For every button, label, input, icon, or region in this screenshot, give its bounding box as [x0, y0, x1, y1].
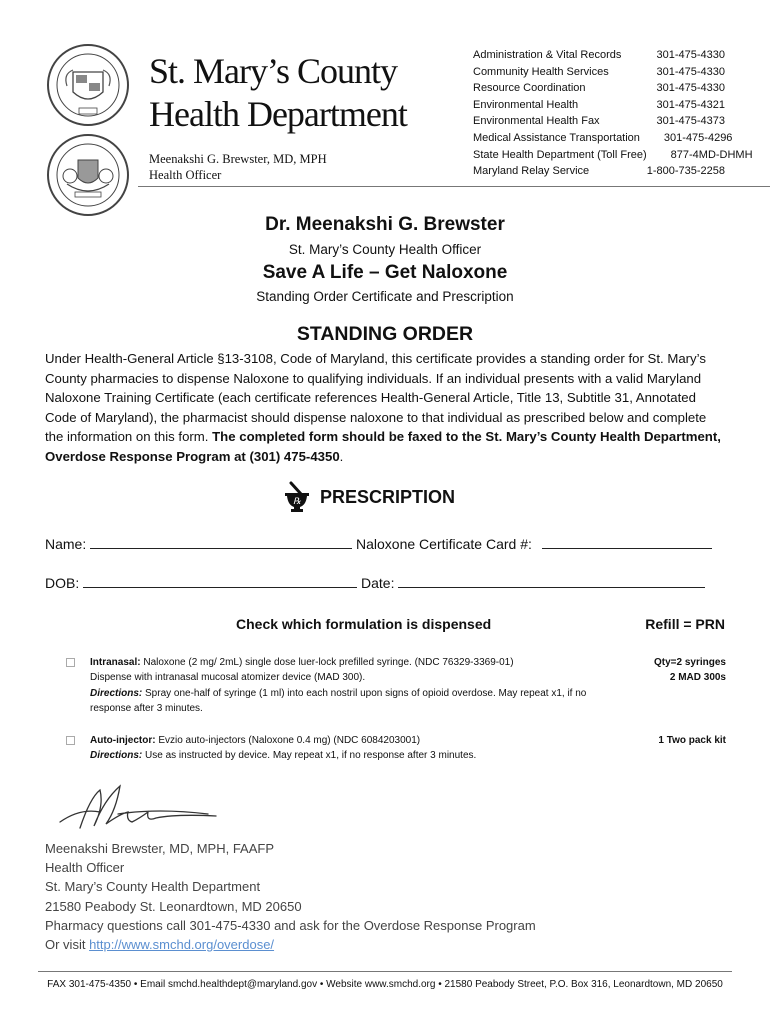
contact-row	[473, 163, 725, 180]
contact-name: Community Health Services	[473, 65, 609, 78]
contact-phone: 301-475-4296	[663, 131, 733, 144]
certificate-subtitle: Standing Order Certificate and Prescription	[256, 289, 514, 304]
officer-heading: Dr. Meenakshi G. Brewster	[265, 214, 505, 235]
contact-name: Environmental Health	[473, 98, 579, 111]
autoinjector-qty	[658, 733, 726, 748]
formulation-heading: Check which formulation is dispensed	[236, 616, 492, 632]
contact-row	[473, 97, 725, 114]
contact-phone: 1-800-735-2258	[646, 165, 725, 178]
footer-divider	[38, 971, 732, 972]
intranasal-title: Intranasal:	[90, 657, 141, 668]
autoinjector-directions-label: Directions:	[90, 750, 143, 762]
contact-phone: 301-475-4330	[656, 82, 725, 95]
dob-date-line	[45, 574, 728, 591]
intranasal-option	[66, 655, 726, 716]
contact-phone: 301-475-4373	[656, 115, 725, 128]
intranasal-qty1: Qty=2 syringes	[654, 657, 726, 668]
contact-list	[473, 47, 753, 180]
org-title	[149, 50, 449, 136]
signer-org: St. Mary’s County Health Department	[45, 879, 261, 895]
autoinjector-qty1: 1 Two pack kit	[658, 735, 726, 746]
contact-row	[473, 64, 725, 81]
officer-name: Meenakshi G. Brewster, MD, MPH	[149, 152, 327, 166]
contact-name: Medical Assistance Transportation	[473, 131, 640, 144]
contact-phone: 301-475-4321	[656, 98, 725, 111]
overdose-link[interactable]: http://www.smchd.org/overdose/	[89, 937, 275, 953]
name-label: Name:	[45, 536, 87, 552]
signer-address: 21580 Peabody St. Leonardtown, MD 20650	[45, 898, 302, 914]
name-card-line	[45, 535, 728, 552]
date-field[interactable]	[398, 574, 705, 588]
dob-label: DOB:	[45, 575, 80, 591]
org-title-line1: St. Mary’s County	[149, 51, 398, 91]
officer-title: Health Officer	[149, 168, 222, 182]
visit-prefix: Or visit	[45, 937, 90, 953]
pharmacy-questions: Pharmacy questions call 301-475-4330 and ask for the Overdose Response Program	[45, 917, 536, 933]
contact-name: Maryland Relay Service	[473, 165, 590, 178]
state-seal-logo	[45, 132, 131, 218]
dob-field[interactable]	[83, 574, 357, 588]
contact-row	[473, 47, 725, 64]
prescription-heading	[282, 481, 455, 513]
standing-order-end: .	[339, 448, 344, 464]
intranasal-desc: Naloxone (2 mg/ 2mL) single dose luer-lock prefilled syringe. (NDC 76329-3369-01)	[143, 657, 514, 668]
standing-order-text	[45, 349, 728, 466]
refill-note: Refill = PRN	[645, 616, 725, 632]
campaign-title: Save A Life – Get Naloxone	[262, 262, 508, 283]
contact-phone: 301-475-4330	[656, 65, 725, 78]
standing-order-body: Under Health-General Article §13-3108, Code of Maryland, this certificate provides a standing order for St. Mary’s County pharmacies to dispense Naloxone to qualifying individuals. If an individual presents with a valid Maryland Naloxone Training Certificate (each certificate references Health-General Article, Title 13, Subtitle 31, Annotated Code of Maryland), the pharmacist should dispense naloxone to that individual as prescribed below and complete the information on this form.	[45, 351, 707, 444]
contact-row	[473, 147, 753, 164]
intranasal-directions: Spray one-half of syringe (1 ml) into each nostril upon signs of opioid overdose. May repeat x1, if no response after 3 minutes.	[90, 687, 587, 714]
contact-phone: 301-475-4330	[656, 49, 725, 61]
handwritten-signature	[58, 784, 238, 840]
org-title-line2: Health Department	[149, 94, 407, 134]
county-seal-logo	[45, 42, 131, 128]
signature-block	[45, 839, 536, 954]
svg-text:℞: ℞	[292, 497, 302, 507]
autoinjector-title: Auto-injector:	[90, 735, 156, 746]
contact-name: State Health Department (Toll Free)	[473, 148, 647, 161]
autoinjector-desc: Evzio auto-injectors (Naloxone 0.4 mg) (NDC 6084203001)	[158, 735, 421, 746]
footer-contact-line: FAX 301-475-4350 • Email smchd.healthdept@maryland.gov • Website www.smchd.org • 21580 Peabody Street, P.O. Box 316, Leonardtown, MD 20650	[47, 979, 723, 990]
header-divider	[138, 186, 770, 187]
intranasal-qty2: 2 MAD 300s	[669, 672, 726, 684]
officer-subtitle: St. Mary’s County Health Officer	[288, 242, 482, 257]
mortar-pestle-rx-icon	[282, 481, 312, 513]
contact-phone: 877-4MD-DHMH	[670, 148, 753, 161]
standing-order-title: STANDING ORDER	[296, 323, 474, 345]
autoinjector-checkbox[interactable]	[66, 736, 75, 745]
intranasal-desc2: Dispense with intranasal mucosal atomizer device (MAD 300).	[90, 672, 366, 684]
fax-instruction: The completed form should be faxed to the St. Mary’s County Health Department, Overdose Response Program at (301) 475-4350	[45, 429, 721, 464]
intranasal-directions-label: Directions:	[90, 687, 143, 699]
date-label: Date:	[361, 575, 395, 591]
intranasal-checkbox[interactable]	[66, 658, 75, 667]
letterhead-officer	[149, 151, 327, 183]
autoinjector-directions: Use as instructed by device. May repeat x1, if no response after 3 minutes.	[145, 750, 477, 762]
contact-name: Environmental Health Fax	[473, 115, 600, 128]
signer-name: Meenakshi Brewster, MD, MPH, FAAFP	[45, 841, 275, 856]
contact-name: Resource Coordination	[473, 82, 586, 95]
prescription-label: PRESCRIPTION	[320, 486, 456, 507]
autoinjector-option	[66, 733, 726, 764]
signer-title: Health Officer	[45, 860, 125, 876]
contact-row	[473, 113, 725, 130]
visit-line	[45, 935, 536, 954]
name-field[interactable]	[90, 535, 352, 549]
contact-row	[473, 130, 733, 147]
certificate-card-label: Naloxone Certificate Card #:	[356, 536, 532, 552]
contact-row	[473, 80, 725, 97]
intranasal-qty	[654, 655, 726, 686]
certificate-card-field[interactable]	[542, 535, 712, 549]
contact-name: Administration & Vital Records	[473, 49, 622, 61]
